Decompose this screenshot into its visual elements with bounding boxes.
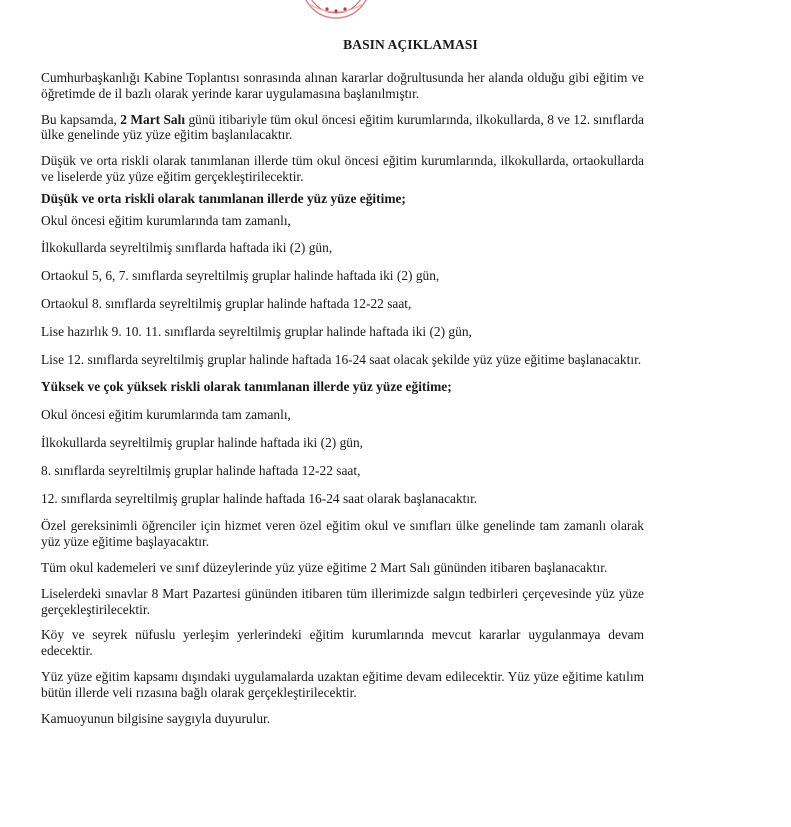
low-risk-summary-paragraph: Düşük ve orta riskli olarak tanımlanan illerde tüm okul öncesi eğitim kurumlarında, ilkokullarda, ortaokullarda ve liselerde yüz yüze eğitim gerçekleştirilecektir. <box>41 153 644 184</box>
page-title <box>0 37 791 53</box>
high-risk-item: İlkokullarda seyreltilmiş gruplar halinde haftada iki (2) gün, <box>41 434 364 450</box>
high-risk-item: 12. sınıflarda seyreltilmiş gruplar halinde haftada 16-24 saat olarak başlanacaktır. <box>41 490 478 506</box>
high-risk-item: Okul öncesi eğitim kurumlarında tam zamanlı, <box>41 407 291 423</box>
title-text: BASIN AÇIKLAMASI <box>343 37 478 52</box>
remote-education-paragraph: Yüz yüze eğitim kapsamı dışındaki uygulamalarda uzaktan eğitime devam edilecektir. Yüz yüze eğitime katılım bütün illerde veli rızasına bağlı olarak gerçekleştirilecektir. <box>41 668 644 700</box>
exams-paragraph: Liselerdeki sınavlar 8 Mart Pazartesi gününden itibaren tüm illerimizde salgın tedbirleri çerçevesinde yüz yüze gerçekleştirilecektir. <box>41 585 644 617</box>
low-risk-heading-text: Düşük ve orta riskli olarak tanımlanan illerde yüz yüze eğitime; <box>41 190 406 206</box>
ministry-seal-logo <box>297 0 375 22</box>
high-risk-heading-text: Yüksek ve çok yüksek riskli olarak tanımlanan illerde yüz yüze eğitime; <box>41 379 452 395</box>
high-risk-heading <box>41 379 644 395</box>
low-risk-item: Ortaokul 5, 6, 7. sınıflarda seyreltilmiş gruplar halinde haftada iki (2) gün, <box>41 268 440 284</box>
low-risk-item: Lise hazırlık 9. 10. 11. sınıflarda seyreltilmiş gruplar halinde haftada iki (2) gün, <box>41 323 472 339</box>
low-risk-heading <box>41 191 644 207</box>
date-paragraph <box>41 112 644 144</box>
rural-paragraph: Köy ve seyrek nüfuslu yerleşim yerlerindeki eğitim kurumlarında mevcut kararlar uygulanmaya devam edecektir. <box>41 627 644 659</box>
special-needs-paragraph: Özel gereksinimli öğrenciler için hizmet veren özel eğitim okul ve sınıfları ülke genelinde tam zamanlı olarak yüz yüze eğitime başlayacaktır. <box>41 518 644 550</box>
date-highlight: 2 Mart Salı <box>120 111 186 127</box>
date-paragraph-before: Bu kapsamda, <box>41 111 121 127</box>
all-levels-paragraph: Tüm okul kademeleri ve sınıf düzeylerinde yüz yüze eğitime 2 Mart Salı gününden itibaren başlanacaktır. <box>41 559 608 575</box>
low-risk-item: Okul öncesi eğitim kurumlarında tam zamanlı, <box>41 212 291 228</box>
low-risk-item: İlkokullarda seyreltilmiş sınıflarda haftada iki (2) gün, <box>41 240 333 256</box>
high-risk-item: 8. sınıflarda seyreltilmiş gruplar halinde haftada 12-22 saat, <box>41 462 361 478</box>
closing-line: Kamuoyunun bilgisine saygıyla duyurulur. <box>41 710 271 726</box>
document-body <box>41 70 644 736</box>
low-risk-item: Lise 12. sınıflarda seyreltilmiş gruplar halinde haftada 16-24 saat olacak şekilde yüz yüze eğitime başlanacaktır. <box>41 351 642 367</box>
seal-icon <box>297 0 375 22</box>
intro-paragraph: Cumhurbaşkanlığı Kabine Toplantısı sonrasında alınan kararlar doğrultusunda her alanda olduğu gibi eğitim ve öğretimde de il bazlı olarak yerinde karar uygulamasına başlanılmıştır. <box>41 70 644 101</box>
low-risk-item: Ortaokul 8. sınıflarda seyreltilmiş gruplar halinde haftada 12-22 saat, <box>41 295 412 311</box>
date-paragraph-after: günü itibariyle tüm okul öncesi eğitim kurumlarında, ilkokullarda, 8 ve 12. sınıflarda ülke genelinde yüz yüze eğitim başlanılacaktır. <box>41 111 644 143</box>
